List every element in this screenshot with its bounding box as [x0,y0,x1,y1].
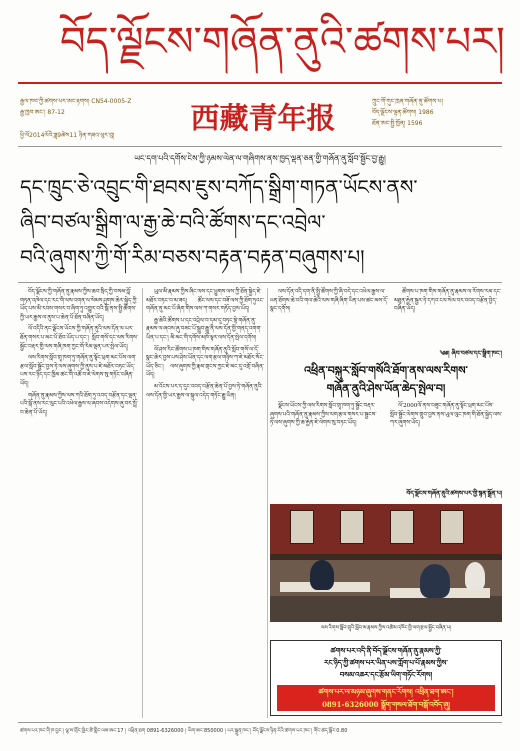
masthead-bottom-rule [18,146,502,147]
banner-line: ཚགས་པར་ལ་མཉམ་ཞུགས་གནང་རོགས། འཕྲིན་ཐག་ཨང་། [318,687,454,696]
column-divider [267,288,268,718]
issue-number-line: རྒྱ་ཁྱབ་ཨང་། 87-12 [20,109,65,116]
headline-line: དང་ཁྲུང་ཅེ་འབྲུང་གི་ཐབས་ཇུས་བཀོད་སྒྲིག་གཏན་ཡོངས་ནས་ [20,175,418,199]
photo-window [340,510,364,544]
paragraph: ལྗོངས་ཡོངས་ཀྱི་ལས་རིགས་སློབ་གྲྭ་ཁག་ཏུ་སྦྱོང་བརྡར་ཞུགས་པའི་གཞོན་ནུ་རྣམས་ཀྱིས་ལག་རྩལ་གསར་པ་སྦྱངས་ཏེ་ལས་ཞུགས་ཀྱི་ཆ་རྐྱེན་ཇེ་ལེགས་སུ་བཏང་ཡོད། [270,403,377,427]
masthead-title-tibetan: བོད་ལྗོངས་གཞོན་ནུའི་ཚགས་པར། [60,19,505,65]
article-byline: ༄༅། ཞིབ་བཙལ་དང་སྒྲིག་ཁང་། [439,350,502,357]
article-column-1 [20,288,138,718]
photo-caption: ལས་རིགས་སློབ་གྲྭའི་སློབ་མ་རྣམས་ཀྱིས་འཚེམ་འཁོར་གྱི་ལག་རྩལ་སྦྱོང་བཞིན་པ། [320,625,452,631]
paragraph: ལོ་འདིའི་ནང་ལྗོངས་ཡོངས་ཀྱི་གཞོན་ནུའི་ལས་དོན་ལ་ཡར་ཐོན་གསར་པ་མང་པོ་ཐོབ་ཡོད་པ་དང་། སློབ་གསོ་དང་ལས་རིགས་སྦྱོང་བརྡར་གྱི་ལས་གཞི་ཁག་ཀྱང་གོ་རིམ་ལྡན་པར་སྤེལ་ཡོད། [20,326,138,350]
photo-student [465,562,485,590]
photo-student [420,564,450,598]
banner-line: 0891-6326000 སྒྲོག་གསལ་ཐོག་བསྒོ་འབོད་ཞུ། [322,700,450,709]
founded-line: བོད་ལྗོངས་ལྷན་ཚོགས། 1986 [372,109,434,116]
second-article-column-1 [270,402,380,482]
paragraph: བོད་ལྗོངས་ཀྱི་གཞོན་ནུ་རྣམས་ཀྱིས་ཆབ་སྲིད་ཀྱི་བསམ་བློ་གཏན་འཁེལ་དང་རང་གི་ལས་འགན་ལ་སེམས་ཤུགས་ཆེར་སྐྱེད་ཀྱི་ཡོད་པས་མི་རབས་གསར་བ་ཞིག་ཏུ་འགྱུར་བའི་སྒོ་ནས་སྤྱི་ཚོགས་ཀྱི་ཡར་རྒྱས་ལ་ནུས་པ་ཆེན་པོ་ཐོན་བཞིན་ཡོད། [20,289,138,321]
article-column-3 [270,288,388,368]
photo-window [290,510,314,544]
article-column-2 [146,288,264,718]
article-kicker: ཡང་དག་པའི་དགོས་ངེས་ཀྱི་ཉམས་ལེན་ལ་གཞིགས་ནས་ཁྱད་ལྡན་ཅན་གྱི་གཞོན་ནུ་སློབ་སྦྱོང་བྱ་རྒྱུ། [134,154,386,163]
headline-bottom-rule [18,282,502,283]
photo-shelf [270,554,502,560]
paragraph: ཚོགས་པ་ཁག་གིས་གཞོན་ནུ་རྣམས་ལ་རོགས་རམ་དང་མཐུན་རྐྱེན་སྦྱར་ཏེ་དཀའ་ངལ་སེལ་བར་འབད་བརྩོན་བྱེད་བཞིན་ཡོད། [394,289,502,313]
headline-line: ཞིབ་བཙལ་སྒྲིག་ལ་རྒྱ་ཆེ་བའི་ཚོགས་དང་འབྲེལ་ [20,210,326,234]
issn-line: རྒྱལ་ཁབ་ཀྱི་ཚགས་པར་ཨང་རྟགས། CN54-0005-Z [20,98,132,105]
notice-banner [277,685,495,711]
headline-line: བའི་ཞུགས་ཀྱི་གོ་རིམ་བཅས་བརྟན་བརྟན་བཞུགས་པ། [20,245,365,269]
masthead-rule [18,82,502,84]
photo-student [310,560,334,590]
paragraph: གཞོན་ནུ་རྣམས་ཀྱིས་ལས་ཀའི་ཐོག་ཏུ་འབད་བརྩོན་དང་ལྡན་པའི་སྒོ་ནས་རང་ལུང་པའི་འཕེལ་རྒྱས་ལ་ཞབས་འདེགས་ཞུ་བར་སྤྲོ་བ་ཆེན་པོ་ཡོད། [20,392,138,416]
photo-window [440,510,464,544]
photo-window [390,510,414,544]
news-photo [270,504,502,622]
main-headline [20,170,502,275]
paragraph: ལས་རིགས་སློབ་གྲྭ་ཁག་ཏུ་གཞོན་ནུ་སྟོང་ཕྲག་མང་པོས་ལག་རྩལ་སློབ་སྦྱོང་བྱས་ཏེ་ལས་ཞུགས་ཀྱི་ནུས་པ་ཇེ་མཐོར་བཏང་ཡོད་པས་རང་ཉིད་དང་ཁྱིམ་ཚང་གི་འཚོ་བ་ཇེ་ལེགས་སུ་གཏོང་བཞིན་ཡོད། [20,355,137,387]
date-line: ཕྱི་ལོ2014ལོའི་ཟླ9ཚེས11 ཉིན་གཟའ་ཕུར་བུ། [20,132,115,139]
paragraph: རྒྱ་ཆེའི་ཚོགས་པ་དང་འབྲེལ་བ་དམ་དུ་བཏང་སྟེ་གཞོན་ནུ་རྣམས་ལ་ཞབས་ཞུ་བཟང་པོ་སྒྲུབ་རྒྱུ་ནི་ལས་དོན་གྱི་གནད་འགག་ཡིན་པ་དང་། མི་མང་གི་དགོས་མཁོ་ལྟར་ལས་དོན་སྤེལ་དགོས། [146,317,262,341]
total-issue-line: ཐོན་ཨང་སྤྱི་ཁྱོན། 1596 [372,120,423,127]
second-article-byline: བོད་ལྗོངས་གཞོན་ནུའི་ཚགས་པར་གྱི་སྙན་སྒྲོན་པ། [406,490,502,497]
notice-box [270,640,502,716]
paragraph: ཡུལ་མི་རྣམས་ཀྱིས་ཞིང་ལས་དང་ཕྱུགས་ལས་ཀྱི་ཐོན་སྐྱེད་ཇེ་མཐོར་བཏང་བ་མ་ཟད། ཚོང་ལས་དང་བཟོ་ལས་ཀྱི་ཐོག་ཏུའང་གཞོན་ནུ་མང་པོ་ཞིག་གིས་ལས་ཀ་གསར་གཏོད་བྱས་ཡོད། [146,289,264,313]
notice-line: བསམ་འཆར་དང་རྩོམ་ཡིག་གཏོང་རོགས། [339,670,433,679]
paragraph: ལོ་2000ལོ་ནས་བཟུང་གཞོན་ནུ་སྟོང་ཕྲག་མང་པོས་སློབ་སྦྱོང་ལེགས་གྲུབ་བྱས་ནས་ཡུལ་ལུང་ཁག་གི་ཐོན་སྐྱེད་ལས་ཀར་ཞུགས་ཡོད། [390,403,503,427]
column-divider [142,288,143,718]
masthead-right-info [372,96,502,129]
notice-line: རང་ཉིད་ཀྱི་ཚགས་པར་ཡིན་པས་ཀློག་པ་པོ་རྣམས་ཀྱིས་ [324,658,448,667]
paragraph: ལོ་ཤས་རིང་ཚོགས་པ་ཁག་གིས་གཞོན་ནུའི་སློབ་གསོ་ལ་དོ་སྣང་ཆེར་བྱས་པས་ཤེས་ཡོན་དང་ལག་རྩལ་གཉིས་ཀ་ཇེ་མཐོར་སོང་ཡོད་ཅིང་། ལས་ཞུགས་ཀྱི་རྣམ་གྲངས་ཀྱང་ཇེ་མང་དུ་འགྲོ་བཞིན་ཡོད། [146,346,264,379]
paragraph: ལས་དོན་འདི་དག་ནི་སྤྱི་ཚོགས་ཀྱི་ཞི་བདེ་དང་འཕེལ་རྒྱས་ལ་ཕན་ཐོགས་ཆེ་བའི་གལ་ཆེའི་ལས་གཞི་ཞིག་ཡིན་པས་ཚང་མས་དོ་སྣང་དགོས། [270,289,388,313]
second-article-column-2 [390,402,502,482]
publisher-line: ཀྲུང་གོ་གུང་ཁྲན་གཞོན་ནུ་ཚོགས་པ། [372,98,443,105]
second-article-headline [272,362,500,398]
photo-floor [270,596,502,622]
headline-line: འཕྲིན་བསྐུར་སློབ་གསོའི་ཐོག་ནས་ལས་རིགས་ [304,364,468,377]
footer-info: ཚགས་པར་ཁང་གི་ཁ་བྱང་། ལྷ་ས་གྲོང་ཁྱེར་ཚེ་གླིང་ལམ་ཨང་17 ། འཕྲིན་ཐག 0891-6326000 ། ཡིག་ཨང་850000 ། པར་སྐྲུན་ཁང་། བོད་ལྗོངས་ཉིན་རེའི་ཚགས་པར་ཁང་། གོང་ཚད་སྒོར་0.80 [20,728,348,734]
paragraph: མ་འོངས་པར་ད་དུང་འབད་བརྩོན་ཆེན་པོ་བྱས་ཏེ་གཞོན་ནུའི་ལས་དོན་གྱི་ཡར་རྒྱས་ལ་སྐུལ་འདེད་གཏོང་རྒྱུ་ཡིན། [146,383,263,399]
notice-line: ཚགས་པར་འདི་ནི་བོད་ལྗོངས་གཞོན་ནུ་རྣམས་ཀྱི་ [330,646,442,655]
notice-text [277,645,495,681]
headline-line: གཞོན་ནུའི་ཤེས་ཡོན་ཆེད་སྤེལ་བ། [326,382,446,395]
masthead-title-chinese: 西藏青年报 [190,101,336,135]
footer-rule [18,722,502,723]
masthead-left-info [20,96,190,118]
